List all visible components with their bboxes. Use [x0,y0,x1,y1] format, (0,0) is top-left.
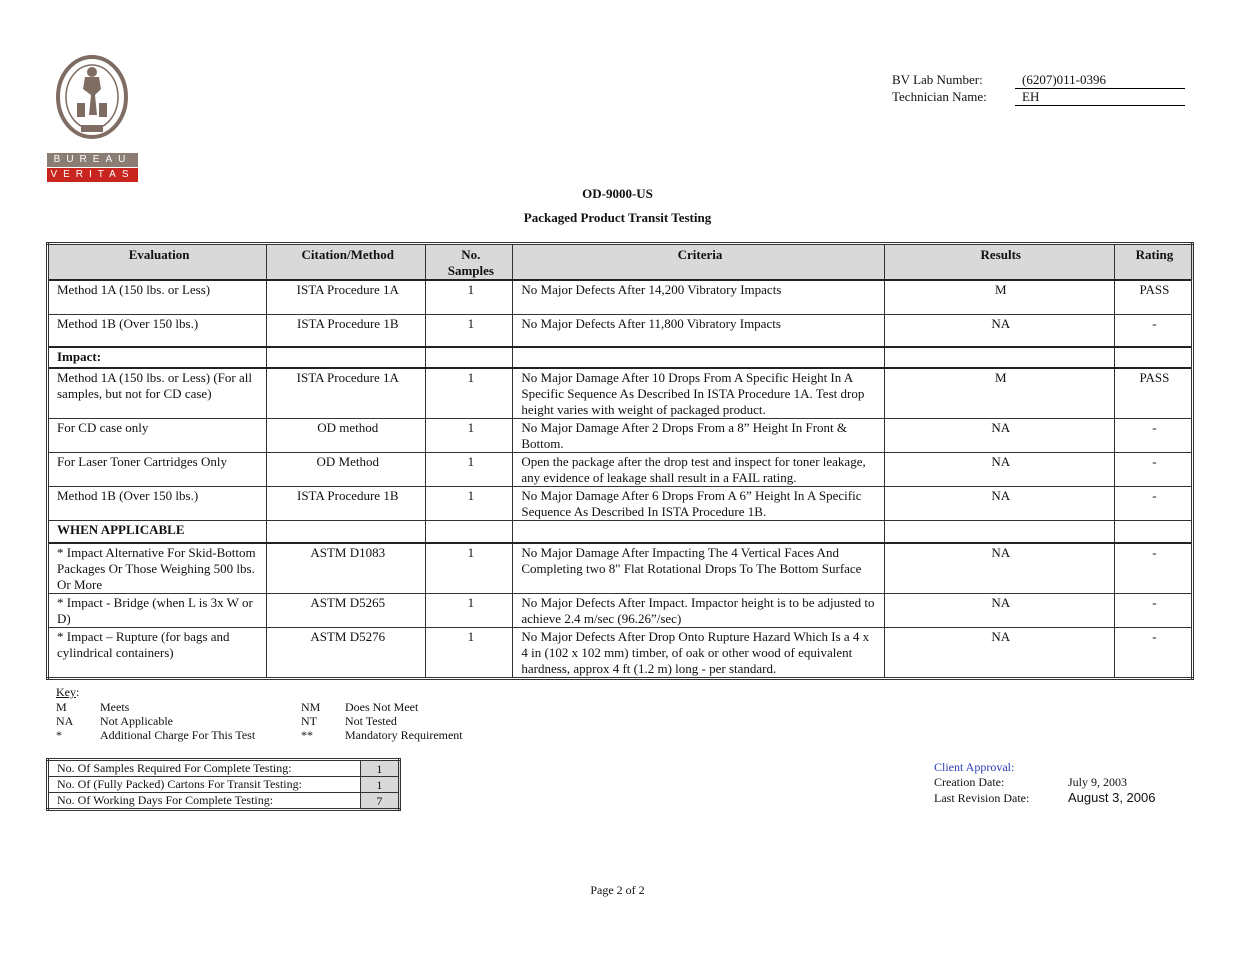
technician-label: Technician Name: [892,89,987,104]
cell-criteria: No Major Damage After 10 Drops From A Specific Height In A Specific Sequence As Described In ISTA Procedure 1A. Test drop height varies with weight of packaged product. [513,368,884,419]
cell-rating: - [1114,593,1192,627]
cell-citation: OD method [267,419,426,453]
cell-rating: PASS [1114,368,1192,419]
summary-row [48,777,400,793]
summary-label: No. Of (Fully Packed) Cartons For Transit Testing: [48,777,361,793]
cell-samples: 1 [426,453,513,487]
empty-cell [884,347,1114,368]
cell-evaluation: For CD case only [48,419,267,453]
summary-value: 1 [360,777,399,793]
cell-results: NA [884,627,1114,678]
cell-evaluation: Method 1A (150 lbs. or Less) (For all samples, but not for CD case) [48,368,267,419]
cell-results: M [884,280,1114,314]
key-title-text: Key [56,685,76,699]
cell-evaluation: Method 1B (Over 150 lbs.) [48,314,267,347]
cell-results: NA [884,543,1114,594]
cell-samples: 1 [426,280,513,314]
cell-criteria: Open the package after the drop test and inspect for toner leakage, any evidence of leakage shall result in a FAIL rating. [513,453,884,487]
empty-cell [1114,521,1192,543]
key-meaning: Does Not Meet [345,700,419,714]
key-code: NA [56,714,74,728]
cell-criteria: No Major Defects After 11,800 Vibratory Impacts [513,314,884,347]
key-meaning: Mandatory Requirement [345,728,463,742]
section-label: Impact: [48,347,267,368]
testing-summary-table [46,758,401,811]
revision-date-value: August 3, 2006 [1068,790,1156,805]
cell-rating: - [1114,487,1192,521]
cell-samples: 1 [426,543,513,594]
cell-results: NA [884,453,1114,487]
empty-cell [426,347,513,368]
document-title: Packaged Product Transit Testing [523,210,712,225]
cell-evaluation: Method 1A (150 lbs. or Less) [48,280,267,314]
key-code: ** [301,728,313,742]
technician-value: EH [1015,89,1185,106]
cell-citation: ISTA Procedure 1A [267,368,426,419]
creation-date-label: Creation Date: [934,775,1005,789]
cell-evaluation: Method 1B (Over 150 lbs.) [48,487,267,521]
cell-results: NA [884,314,1114,347]
client-approval-label: Client Approval: [934,760,1015,774]
summary-label: No. Of Samples Required For Complete Testing: [48,760,361,777]
table-row [48,419,1193,453]
empty-cell [267,347,426,368]
header-citation: Citation/Method [267,244,426,281]
creation-date-value: July 9, 2003 [1068,775,1128,789]
summary-row [48,793,400,810]
cell-results: M [884,368,1114,419]
revision-date-label: Last Revision Date: [934,791,1030,805]
key-code: M [56,700,67,714]
lab-number-label: BV Lab Number: [892,72,983,87]
empty-cell [513,521,884,543]
key-meaning: Additional Charge For This Test [100,728,256,742]
header-samples-line2: Samples [447,263,494,278]
header-evaluation: Evaluation [48,244,267,281]
key-title: Key: [56,685,80,699]
bureau-veritas-wordmark [47,153,138,183]
cell-rating: PASS [1114,280,1192,314]
cell-evaluation: * Impact – Rupture (for bags and cylindrical containers) [48,627,267,678]
section-row-impact [48,347,1193,368]
summary-row [48,760,400,777]
cell-evaluation: For Laser Toner Cartridges Only [48,453,267,487]
table-row [48,368,1193,419]
table-row [48,543,1193,594]
cell-citation: ISTA Procedure 1A [267,280,426,314]
header-results: Results [884,244,1114,281]
cell-criteria: No Major Defects After Impact. Impactor height is to be adjusted to achieve 2.4 m/sec (96.26”/sec) [513,593,884,627]
section-label: WHEN APPLICABLE [48,521,267,543]
key-meaning: Not Applicable [100,714,173,728]
page-number: Page 2 of 2 [590,883,645,897]
document-code: OD-9000-US [582,186,653,201]
key-meaning: Meets [100,700,130,714]
wordmark-bottom: VERITAS [47,168,138,182]
cell-citation: ISTA Procedure 1B [267,487,426,521]
cell-rating: - [1114,543,1192,594]
cell-results: NA [884,419,1114,453]
cell-rating: - [1114,419,1192,453]
cell-samples: 1 [426,593,513,627]
cell-criteria: No Major Damage After Impacting The 4 Vertical Faces And Completing two 8" Flat Rotational Drops To The Bottom Surface [513,543,884,594]
empty-cell [1114,347,1192,368]
empty-cell [884,521,1114,543]
cell-criteria: No Major Damage After 6 Drops From A 6” Height In A Specific Sequence As Described In ISTA Procedure 1B. [513,487,884,521]
cell-citation: ASTM D1083 [267,543,426,594]
cell-samples: 1 [426,627,513,678]
cell-samples: 1 [426,314,513,347]
cell-citation: OD Method [267,453,426,487]
header-criteria: Criteria [513,244,884,281]
table-row [48,280,1193,314]
header-samples [426,244,513,281]
cell-citation: ASTM D5276 [267,627,426,678]
cell-results: NA [884,593,1114,627]
table-row [48,487,1193,521]
summary-value: 7 [360,793,399,810]
table-row [48,453,1193,487]
key-code: NT [301,714,317,728]
cell-results: NA [884,487,1114,521]
lab-number-value: (6207)011-0396 [1015,72,1185,89]
cell-samples: 1 [426,419,513,453]
empty-cell [267,521,426,543]
table-row [48,314,1193,347]
header-rating: Rating [1114,244,1192,281]
cell-evaluation: * Impact Alternative For Skid-Bottom Packages Or Those Weighing 500 lbs. Or More [48,543,267,594]
cell-samples: 1 [426,487,513,521]
cell-criteria: No Major Damage After 2 Drops From a 8” Height In Front & Bottom. [513,419,884,453]
cell-citation: ASTM D5265 [267,593,426,627]
table-row [48,627,1193,678]
cell-samples: 1 [426,368,513,419]
key-meaning: Not Tested [345,714,397,728]
bureau-veritas-seal-logo [55,55,129,139]
cell-rating: - [1114,314,1192,347]
key-code: NM [301,700,321,714]
table-header-row [48,244,1193,281]
cell-rating: - [1114,453,1192,487]
cell-rating: - [1114,627,1192,678]
key-code: * [56,728,62,742]
cell-criteria: No Major Defects After 14,200 Vibratory Impacts [513,280,884,314]
section-row-when-applicable [48,521,1193,543]
empty-cell [513,347,884,368]
table-row [48,593,1193,627]
summary-label: No. Of Working Days For Complete Testing: [48,793,361,810]
summary-value: 1 [360,760,399,777]
wordmark-top: BUREAU [47,153,138,167]
cell-evaluation: * Impact - Bridge (when L is 3x W or D) [48,593,267,627]
cell-citation: ISTA Procedure 1B [267,314,426,347]
header-samples-line1: No. [461,247,481,262]
evaluation-table [46,242,1194,680]
empty-cell [426,521,513,543]
cell-criteria: No Major Defects After Drop Onto Rupture Hazard Which Is a 4 x 4 in (102 x 102 mm) timber, of oak or other wood of equivalent hardness, approx 4 ft (1.2 m) long - per standard. [513,627,884,678]
